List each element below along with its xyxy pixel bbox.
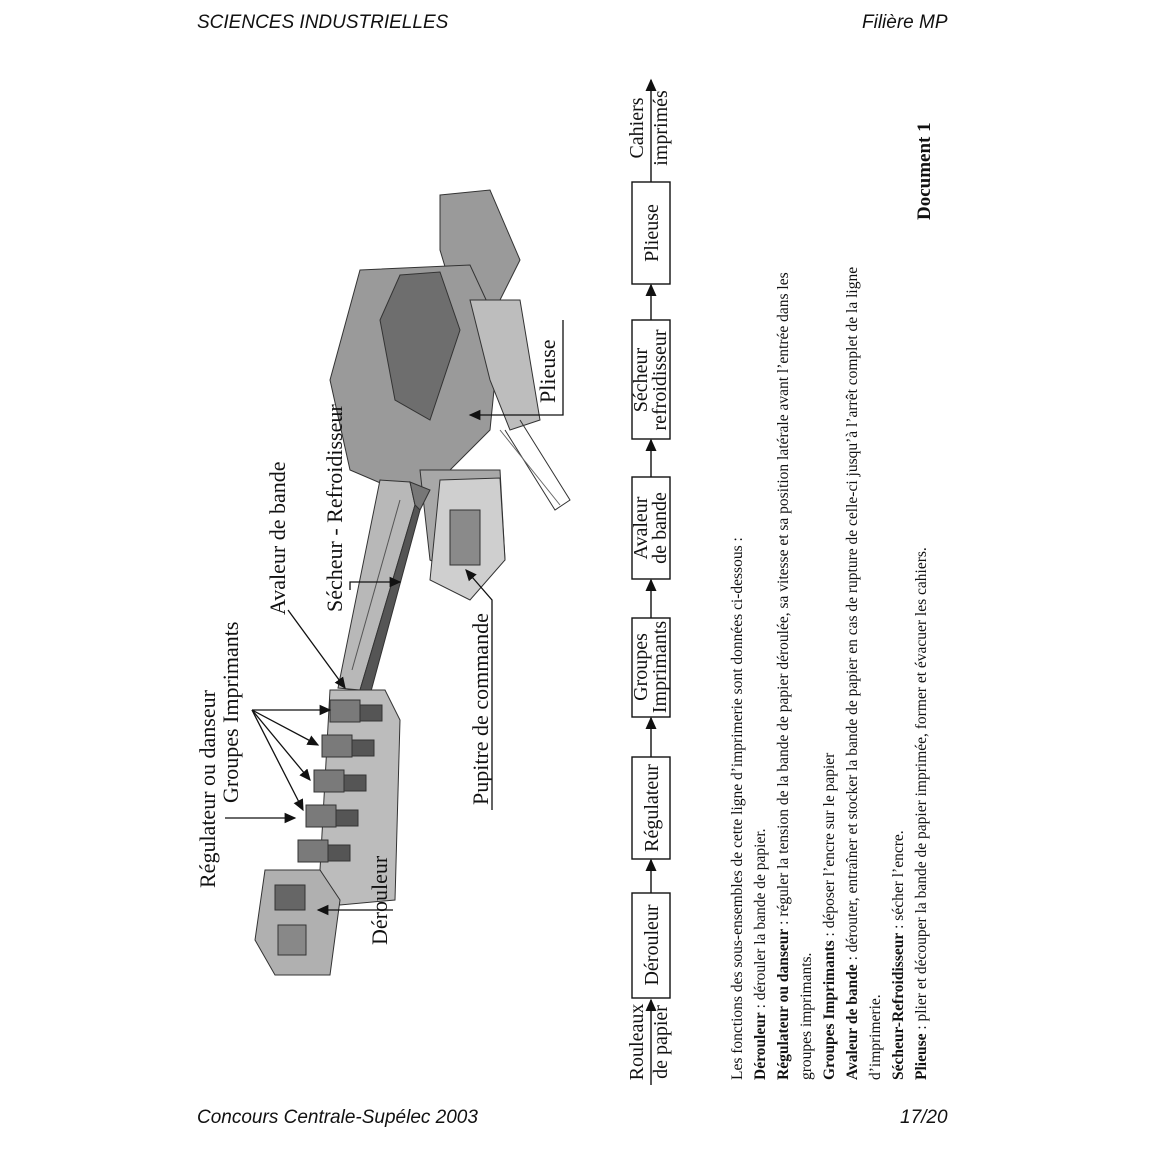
header-track: Filière MP xyxy=(862,12,948,33)
flow-block-plieuse-label: Plieuse xyxy=(641,204,663,262)
flow-block-secheur-label-2: refroidisseur xyxy=(649,329,671,431)
function-plieuse: Plieuse : plier et découper la bande de papier imprimée, former et évacuer les cahiers. xyxy=(913,547,930,1080)
label-regulateur: Régulateur ou danseur xyxy=(195,690,220,888)
flow-output-line-2: imprimés xyxy=(650,90,672,166)
function-avaleur: Avaleur de bande : dérouter, entraîner et stocker la bande de papier en cas de rupture de celle-ci jusqu’à l’arrêt complet de la ligne xyxy=(844,266,861,1080)
label-plieuse: Plieuse xyxy=(535,339,560,403)
function-regulateur: Régulateur ou danseur : réguler la tension de la bande de papier déroulée, sa vitesse et sa position latérale avant l’entrée dans les xyxy=(775,272,792,1080)
flow-block-groupes-label-2: Imprimants xyxy=(649,620,671,714)
function-regulateur-cont: groupes imprimants. xyxy=(798,952,815,1080)
flow-block-derouleur-label: Dérouleur xyxy=(641,904,663,986)
document-label: Document 1 xyxy=(914,122,935,220)
flow-block-avaleur-label-2: de bande xyxy=(649,492,671,564)
label-avaleur: Avaleur de bande xyxy=(265,461,290,615)
function-avaleur-cont: d’imprimerie. xyxy=(867,994,884,1080)
label-groupes: Groupes Imprimants xyxy=(218,621,243,803)
flow-output-line-1: Cahiers xyxy=(626,97,648,159)
function-derouleur: Dérouleur : dérouler la bande de papier. xyxy=(752,828,769,1080)
header-title: SCIENCES INDUSTRIELLES xyxy=(197,12,449,33)
function-groupes: Groupes Imprimants : déposer l’encre sur le papier xyxy=(821,752,838,1080)
flow-input-line-2: de papier xyxy=(650,1005,672,1079)
functions-intro: Les fonctions des sous-ensembles de cette ligne d’imprimerie sont données ci-dessous : xyxy=(729,537,746,1080)
label-pupitre: Pupitre de commande xyxy=(468,613,493,805)
flow-block-groupes-label-1: Groupes xyxy=(630,633,652,701)
footer-contest: Concours Centrale-Supélec 2003 xyxy=(197,1107,478,1128)
flow-block-avaleur-label-1: Avaleur xyxy=(630,496,652,560)
label-secheur: Sécheur - Refroidisseur xyxy=(322,404,347,612)
function-secheur: Sécheur-Refroidisseur : sécher l’encre. xyxy=(890,830,907,1080)
flow-input-line-1: Rouleaux xyxy=(626,1003,648,1081)
footer-page-number: 17/20 xyxy=(900,1107,948,1128)
label-derouleur: Dérouleur xyxy=(367,855,392,945)
flow-block-regulateur-label: Régulateur xyxy=(641,764,663,852)
flow-block-secheur-label-1: Sécheur xyxy=(630,347,652,413)
